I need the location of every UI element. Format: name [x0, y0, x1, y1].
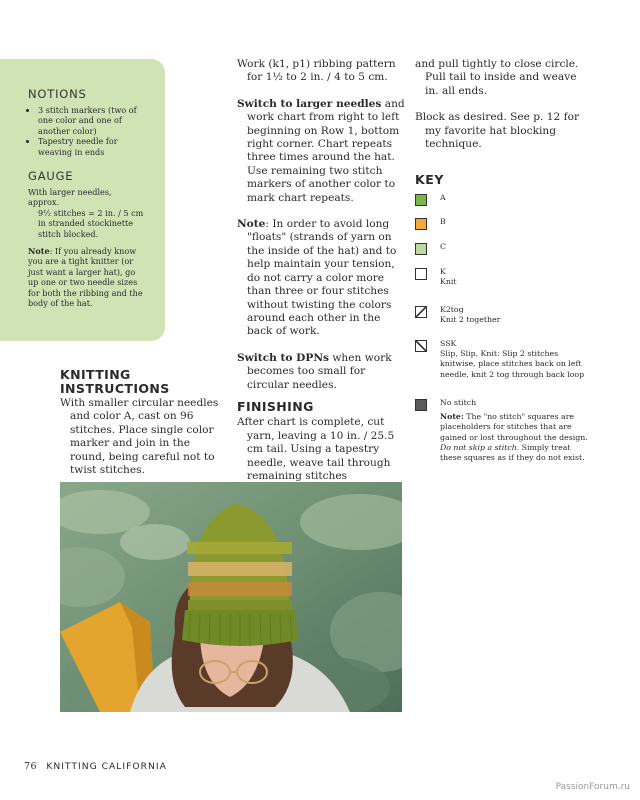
notions-gauge-sidebar: [0, 59, 165, 341]
ssk-symbol-icon: [415, 340, 427, 352]
key-row-c: [415, 242, 446, 255]
gauge-line-2: 9½ stitches = 2 in. / 5 cm in stranded stockinette stitch blocked.: [38, 207, 144, 239]
finishing-heading: FINISHING: [237, 398, 314, 414]
gauge-note-text: : If you already know you are a tight knitter (or just want a larger hat), go up one or two needle sizes for both the ribbing and the body of the hat.: [28, 246, 143, 309]
ribbing-paragraph: Work (k1, p1) ribbing pattern for 1½ to 2 in. / 4 to 5 cm.: [237, 58, 396, 84]
switch-dpn-paragraph: [237, 352, 405, 392]
key-desc-no-stitch: Note: The "no stitch" squares are placeholders for stitches that are gained or lost throughout the design. Do not skip a stitch. Simply treat these squares as if they do not exist.: [440, 412, 588, 463]
woman-wearing-knit-hat-illustration: [60, 482, 402, 712]
right-column: [415, 58, 590, 161]
notions-list: [28, 105, 145, 157]
left-column: [60, 397, 228, 487]
gauge-heading: GAUGE: [28, 169, 74, 184]
knitting-instructions-heading: KNITTING INSTRUCTIONS: [60, 367, 170, 396]
finishing-paragraph: After chart is complete, cut yarn, leaving a 10 in. / 25.5 cm tail. Using a tapestry needle, weave tail through remaining stitches: [237, 416, 395, 482]
key-label-ssk: SSK: [440, 339, 457, 348]
key-row-b: [415, 217, 446, 230]
swatch-knit: [415, 268, 427, 280]
floats-note-bold: Note: [237, 218, 266, 231]
swatch-no-stitch: [415, 399, 427, 411]
floats-note-paragraph: [237, 218, 405, 339]
key-row-k2tog: [415, 305, 500, 325]
notions-item: • Tapestry needle for weaving in ends: [38, 136, 145, 157]
hat-photo: [60, 482, 402, 712]
cast-on-paragraph: With smaller circular needles and color A, cast on 96 stitches. Place single color marker and join in the round, being careful not to twist stitches.: [60, 397, 219, 477]
gauge-line-1: With larger needles, approx.: [28, 187, 112, 208]
continuation-paragraph: and pull tightly to close circle. Pull tail to inside and weave in. all ends.: [415, 58, 579, 97]
floats-note-text: : In order to avoid long "floats" (strands of yarn on the inside of the hat) and to help maintain your tension, do not carry a color more than three or four stitches without twisting the colors around each other in the back of work.: [247, 218, 397, 338]
switch-larger-paragraph: [237, 98, 405, 205]
switch-larger-text: and work chart from right to left beginning on Row 1, bottom right corner. Chart repeats three times around the hat. Use remaining two stitch markers of another color to mark chart repeats.: [247, 97, 405, 204]
switch-larger-bold: Switch to larger needles: [237, 97, 382, 110]
switch-dpn-text: when work becomes too small for circular needles.: [247, 351, 392, 391]
notions-heading: NOTIONS: [28, 87, 87, 101]
middle-column: [237, 58, 405, 493]
key-row-a: [415, 193, 446, 206]
gauge-text: [28, 187, 145, 239]
switch-dpn-bold: Switch to DPNs: [237, 351, 329, 364]
watermark: PassionForum.ru: [555, 782, 630, 792]
key-row-ssk: [415, 339, 590, 380]
block-paragraph: Block as desired. See p. 12 for my favorite hat blocking technique.: [415, 111, 580, 151]
key-label-k: K: [440, 267, 446, 276]
gauge-note: [28, 246, 145, 308]
key-heading: KEY: [415, 172, 445, 187]
key-label-c: C: [440, 242, 446, 251]
key-label-no-stitch: No stitch: [440, 398, 477, 407]
swatch-c: [415, 243, 427, 255]
key-row-knit: [415, 267, 456, 287]
key-label-k2tog: K2tog: [440, 305, 464, 314]
gauge-note-label: Note: [28, 246, 50, 257]
k2tog-symbol-icon: [415, 306, 427, 318]
key-label-b: B: [440, 217, 446, 226]
swatch-b: [415, 218, 427, 230]
notions-item: • 3 stitch markers (two of one color and one of another color): [38, 105, 145, 136]
running-title: KNITTING CALIFORNIA: [46, 761, 167, 772]
key-row-no-stitch: [415, 398, 590, 463]
swatch-a: [415, 194, 427, 206]
key-desc-knit: Knit: [440, 277, 457, 287]
page-number: 76: [24, 761, 37, 772]
page-footer: [24, 761, 167, 772]
key-label-a: A: [440, 193, 446, 202]
key-desc-k2tog: Knit 2 together: [440, 315, 501, 325]
key-desc-ssk: Slip, Slip, Knit: Slip 2 stitches knitwise, place stitches back on left needle, knit 2 tog through back loop: [440, 349, 585, 379]
